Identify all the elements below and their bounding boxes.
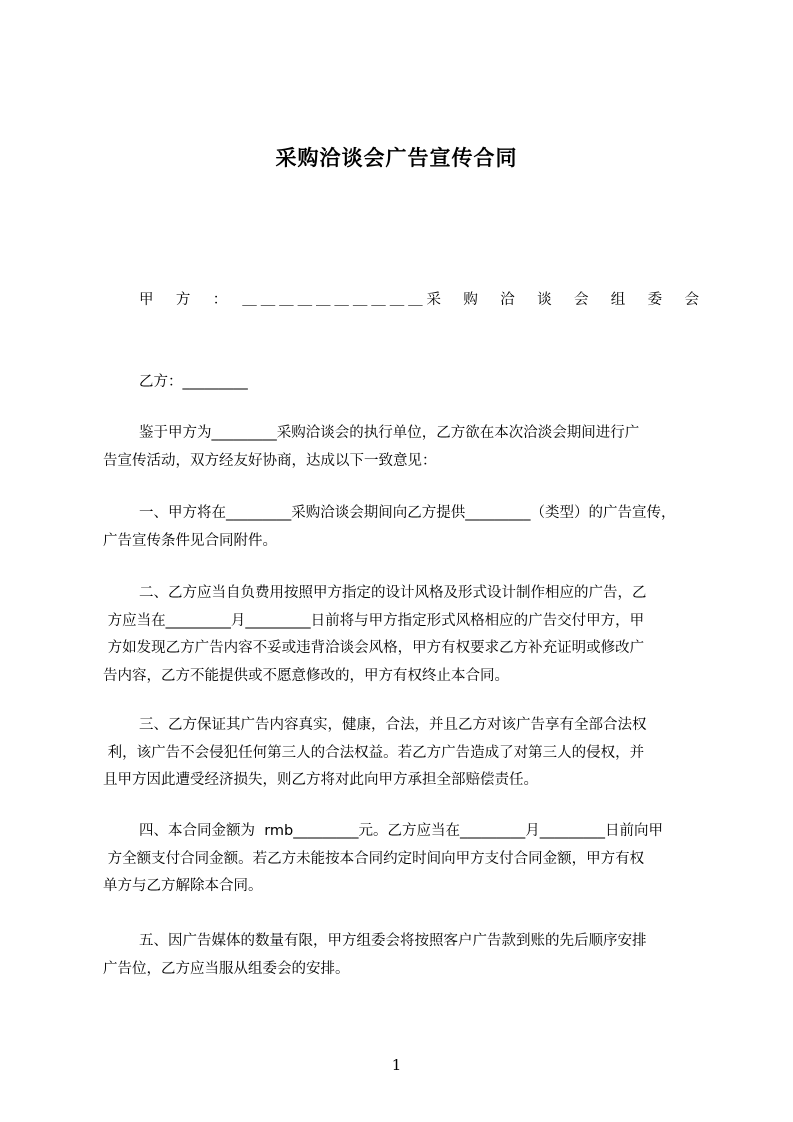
document-title: 采购洽谈会广告宣传合同: [275, 146, 518, 170]
paragraph-line: 方应当在_________月_________日前将与甲方指定形式风格相应的广告交付甲方，甲: [103, 612, 645, 629]
paragraph-line: 利，该广告不会侵犯任何第三人的合法权益。若乙方广告造成了对第三人的侵权，并: [103, 744, 645, 761]
paragraph-line: 二、乙方应当自负费用按照甲方指定的设计风格及形式设计制作相应的广告，乙: [139, 585, 647, 601]
party-b-line: 乙方：_________: [139, 374, 248, 390]
paragraph-line: 方如发现乙方广告内容不妥或违背洽谈会风格，甲方有权要求乙方补充证明或修改广: [103, 640, 645, 656]
paragraph-intro: [103, 420, 705, 475]
paragraph-line: 鉴于甲方为_________采购洽谈会的执行单位，乙方欲在本次洽淡会期间进行广: [139, 425, 640, 441]
clause-4: [103, 818, 705, 901]
paragraph-line: 方全额支付合同金额。若乙方未能按本合同约定时间向甲方支付合同金额，甲方有权: [103, 850, 645, 867]
clause-5: [103, 928, 705, 983]
paragraph-line: 告宣传活动，双方经友好协商，达成以下一致意见：: [103, 452, 437, 469]
paragraph-line: 且甲方因此遭受经济损失，则乙方将对此向甲方承担全部赔偿责任。: [103, 772, 538, 788]
paragraph-line: 告内容，乙方不能提供或不愿意修改的，甲方有权终止本合同。: [103, 667, 509, 684]
paragraph-line: 广告宣传条件见合同附件。: [103, 532, 277, 549]
clause-1: [103, 500, 705, 555]
paragraph-line: 单方与乙方解除本合同。: [103, 878, 263, 894]
paragraph-line: 一、甲方将在_________采购洽谈会期间向乙方提供_________（类型）的广告宣传，: [139, 505, 676, 521]
paragraph-line: 五、因广告媒体的数量有限，甲方组委会将按照客户广告款到账的先后顺序安排: [139, 933, 647, 949]
paragraph-line: 广告位，乙方应当服从组委会的安排。: [103, 960, 350, 977]
party-a-line: 甲 方 ： ＿＿＿＿＿＿＿＿＿＿采 购 洽 谈 会 组 委 会: [139, 292, 699, 308]
paragraph-line: 四、本合同金额为 rmb_________元。乙方应当在_________月_________日前向甲: [139, 823, 664, 839]
clause-2: [103, 580, 705, 690]
clause-3: [103, 712, 705, 795]
page-number: 1: [391, 1056, 402, 1074]
paragraph-line: 三、乙方保证其广告内容真实，健康，合法，并且乙方对该广告享有全部合法权: [139, 717, 647, 733]
